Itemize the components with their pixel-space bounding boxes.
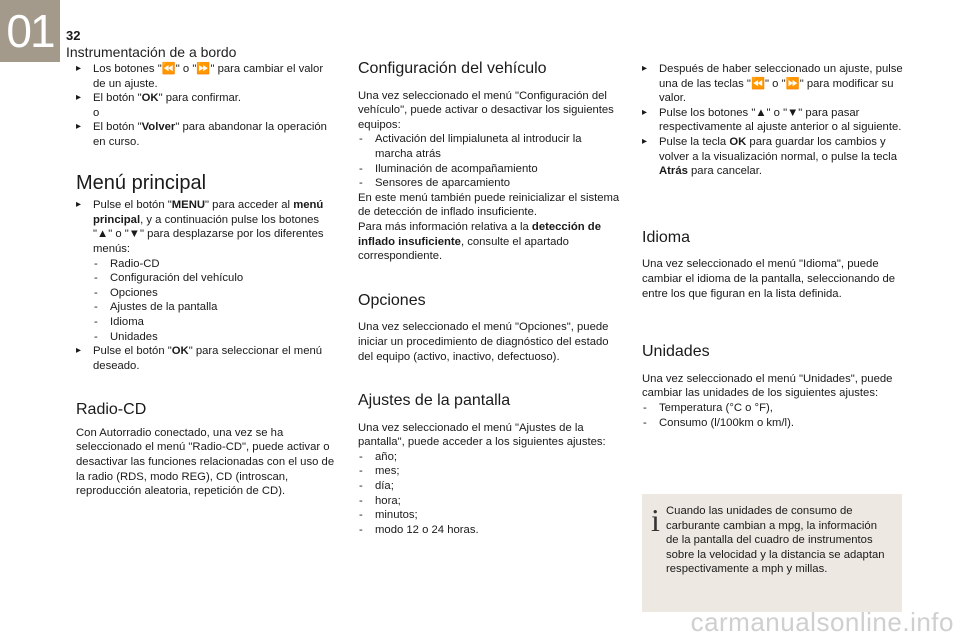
heading-idioma: Idioma (642, 228, 691, 246)
column-1 (76, 62, 338, 499)
or-text: o (93, 106, 100, 119)
heading-configuracion: Configuración del vehículo (358, 60, 547, 77)
bullet-modify: ▸ Después de haber seleccionado un ajuste, pulse una de las teclas "⏪" o "⏩" para modificar su valor. (642, 62, 904, 106)
list-item: - mes; (358, 464, 620, 479)
heading-menu-principal: Menú principal (76, 171, 207, 194)
column-2 (358, 62, 620, 537)
config-intro: Una vez seleccionado el menú "Configuración del vehículo", puede activar o desactivar los siguientes equipos: (358, 89, 614, 131)
list-item: - minutos; (358, 508, 620, 523)
lang-text: Una vez seleccionado el menú "Idioma", puede cambiar el idioma de la pantalla, seleccionando de entre los que figuran en la lista definida. (642, 258, 896, 300)
list-item: - Ajustes de la pantalla (76, 300, 338, 315)
info-icon: i (651, 502, 660, 538)
info-box (642, 494, 902, 612)
menu-list (76, 257, 338, 345)
bullet-menu: ▸ Pulse el botón "MENU" para acceder al menú principal, y a continuación pulse los botones "▲" o "▼" para desplazarse por los diferentes menús: (76, 198, 338, 256)
chapter-badge: 01 (0, 0, 60, 62)
list-item: - hora; (358, 494, 620, 509)
list-item: - año; (358, 450, 620, 465)
section-title: Instrumentación de a bordo (66, 44, 237, 60)
list-item: - Configuración del vehículo (76, 271, 338, 286)
options-text: Una vez seleccionado el menú "Opciones", puede iniciar un procedimiento de diagnóstico del estado del equipo (activo, inactivo, defectuoso). (358, 321, 609, 363)
page-number: 32 (66, 28, 81, 43)
bullet-ok: ▸ El botón "OK" para confirmar. (76, 91, 338, 106)
list-item: - Activación del limpialuneta al introducir la marcha atrás (358, 132, 620, 161)
list-item: - Temperatura (°C o °F), (642, 401, 904, 416)
heading-ajustes-pantalla: Ajustes de la pantalla (358, 392, 511, 410)
config-text-2: En este menú también puede reinicializar el sistema de detección de inflado insuficiente. (358, 191, 620, 219)
watermark: carmanualsonline.info (690, 607, 954, 637)
list-item: - Radio-CD (76, 257, 338, 272)
heading-radio-cd: Radio-CD (76, 401, 147, 419)
config-text-3: Para más información relativa a la detección de inflado insuficiente, consulte el apartado correspondiente. (358, 220, 601, 263)
units-intro: Una vez seleccionado el menú "Unidades", puede cambiar las unidades de los siguientes ajustes: (642, 372, 893, 400)
list-item: - Sensores de aparcamiento (358, 176, 620, 191)
bullet-volver: ▸ El botón "Volver" para abandonar la operación en curso. (76, 120, 338, 149)
bullet-save: ▸ Pulse la tecla OK para guardar los cambios y volver a la visualización normal, o pulse la tecla Atrás para cancelar. (642, 135, 904, 179)
list-item: - Idioma (76, 315, 338, 330)
column-3 (642, 62, 904, 430)
bullet-arrows: ▸ Los botones "⏪" o "⏩" para cambiar el valor de un ajuste. (76, 62, 338, 91)
info-text: Cuando las unidades de consumo de carburante cambian a mpg, la información de la pantalla del cuadro de instrumentos sobre la velocidad y la distancia se adaptan respectivamente a mph y millas. (666, 505, 885, 576)
bullet-select: ▸ Pulse el botón "OK" para seleccionar el menú deseado. (76, 344, 338, 373)
bullet-navigate: ▸ Pulse los botones "▲" o "▼" para pasar respectivamente al ajuste anterior o al siguiente. (642, 106, 904, 135)
display-intro: Una vez seleccionado el menú "Ajustes de la pantalla", puede acceder a los siguientes ajustes: (358, 421, 606, 449)
list-item: - Consumo (l/100km o km/l). (642, 416, 904, 431)
radio-text: Con Autorradio conectado, una vez se ha seleccionado el menú "Radio-CD", puede activar o desactivar las funciones relacionadas con el uso de la radio (RDS, modo REG), CD (introscan, reproducción aleatoria, repetición de CD). (76, 426, 335, 498)
list-item: - Opciones (76, 286, 338, 301)
list-item: - modo 12 o 24 horas. (358, 523, 620, 538)
list-item: - Iluminación de acompañamiento (358, 162, 620, 177)
heading-unidades: Unidades (642, 343, 710, 361)
list-item: - día; (358, 479, 620, 494)
heading-opciones: Opciones (358, 291, 426, 309)
list-item: - Unidades (76, 330, 338, 345)
